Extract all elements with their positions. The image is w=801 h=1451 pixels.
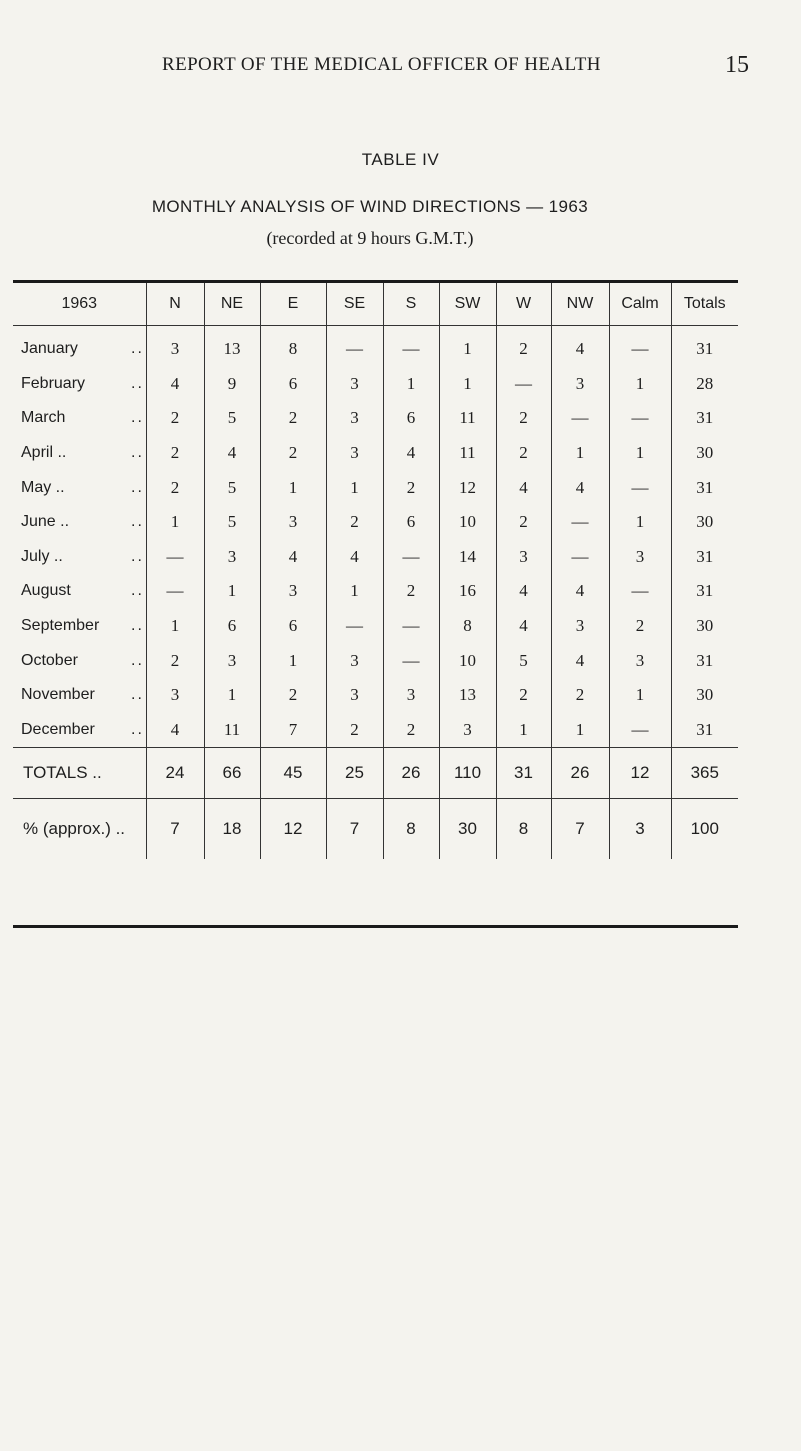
value-cell: —	[609, 470, 671, 505]
value-cell: 31	[671, 713, 738, 748]
table-row	[13, 540, 738, 575]
value-cell: 31	[671, 401, 738, 436]
value-cell: 2	[260, 401, 326, 436]
value-cell: 11	[204, 713, 260, 748]
totals-value-cell: 25	[326, 748, 383, 799]
month-label: November	[21, 686, 95, 704]
month-label: August	[21, 582, 71, 600]
column-header: NW	[551, 283, 609, 326]
value-cell: 4	[204, 436, 260, 471]
leader-dots: ..	[131, 444, 144, 462]
value-cell: 31	[671, 470, 738, 505]
value-cell: —	[609, 574, 671, 609]
totals-value-cell: 365	[671, 748, 738, 799]
table-body	[13, 326, 738, 748]
value-cell: 3	[146, 678, 204, 713]
value-cell: —	[383, 643, 439, 678]
percent-value-cell: 12	[260, 799, 326, 860]
totals-row	[13, 748, 738, 799]
value-cell: 2	[383, 574, 439, 609]
value-cell: 31	[671, 326, 738, 367]
column-header: Calm	[609, 283, 671, 326]
value-cell: 2	[260, 436, 326, 471]
value-cell: 14	[439, 540, 496, 575]
value-cell: 1	[609, 367, 671, 402]
column-header: Totals	[671, 283, 738, 326]
value-cell: 3	[551, 609, 609, 644]
table-row	[13, 678, 738, 713]
value-cell: 2	[326, 505, 383, 540]
value-cell: 5	[204, 401, 260, 436]
value-cell: 11	[439, 401, 496, 436]
percent-value-cell: 8	[383, 799, 439, 860]
totals-value-cell: 45	[260, 748, 326, 799]
totals-label: TOTALS ..	[13, 748, 146, 799]
leader-dots: ..	[131, 651, 144, 669]
value-cell: 30	[671, 436, 738, 471]
column-header: N	[146, 283, 204, 326]
value-cell: 1	[204, 678, 260, 713]
value-cell: 1	[326, 574, 383, 609]
value-cell: 1	[146, 609, 204, 644]
value-cell: 8	[260, 326, 326, 367]
value-cell: 9	[204, 367, 260, 402]
month-cell	[13, 574, 146, 609]
percent-value-cell: 7	[146, 799, 204, 860]
value-cell: 2	[146, 470, 204, 505]
value-cell: —	[383, 540, 439, 575]
value-cell: 3	[609, 643, 671, 678]
value-cell: 3	[204, 643, 260, 678]
value-cell: 4	[146, 367, 204, 402]
value-cell: 3	[383, 678, 439, 713]
month-label: July ..	[21, 547, 63, 565]
value-cell: 30	[671, 678, 738, 713]
header-row	[13, 283, 738, 326]
totals-value-cell: 24	[146, 748, 204, 799]
value-cell: —	[383, 609, 439, 644]
month-cell	[13, 401, 146, 436]
value-cell: 2	[383, 713, 439, 748]
value-cell: 4	[383, 436, 439, 471]
running-title: REPORT OF THE MEDICAL OFFICER OF HEALTH	[162, 54, 601, 75]
value-cell: 2	[260, 678, 326, 713]
percent-value-cell: 30	[439, 799, 496, 860]
value-cell: 4	[496, 609, 551, 644]
table-row	[13, 609, 738, 644]
value-cell: 16	[439, 574, 496, 609]
value-cell: 6	[383, 505, 439, 540]
column-header: S	[383, 283, 439, 326]
value-cell: —	[383, 326, 439, 367]
month-cell	[13, 367, 146, 402]
month-cell	[13, 540, 146, 575]
value-cell: 11	[439, 436, 496, 471]
leader-dots: ..	[131, 513, 144, 531]
value-cell: —	[326, 609, 383, 644]
month-cell	[13, 436, 146, 471]
value-cell: 4	[326, 540, 383, 575]
value-cell: 2	[496, 326, 551, 367]
value-cell: 2	[496, 401, 551, 436]
value-cell: 1	[146, 505, 204, 540]
value-cell: 12	[439, 470, 496, 505]
month-cell	[13, 643, 146, 678]
table-subtitle: (recorded at 9 hours G.M.T.)	[266, 228, 474, 248]
totals-value-cell: 26	[551, 748, 609, 799]
value-cell: 1	[326, 470, 383, 505]
value-cell: 2	[496, 505, 551, 540]
value-cell: 3	[260, 574, 326, 609]
value-cell: 3	[551, 367, 609, 402]
totals-value-cell: 26	[383, 748, 439, 799]
month-label: March	[21, 409, 66, 427]
month-label: January	[21, 340, 78, 358]
leader-dots: ..	[131, 340, 144, 358]
totals-value-cell: 31	[496, 748, 551, 799]
value-cell: 3	[326, 401, 383, 436]
value-cell: 31	[671, 574, 738, 609]
value-cell: 3	[326, 367, 383, 402]
value-cell: 3	[326, 436, 383, 471]
percent-value-cell: 8	[496, 799, 551, 860]
table-label: TABLE IV	[361, 150, 440, 169]
value-cell: 10	[439, 505, 496, 540]
value-cell: 6	[383, 401, 439, 436]
leader-dots: ..	[131, 409, 144, 427]
value-cell: 4	[260, 540, 326, 575]
value-cell: —	[146, 574, 204, 609]
month-label: May ..	[21, 478, 65, 496]
wind-direction-table	[13, 283, 738, 859]
value-cell: 1	[609, 678, 671, 713]
month-cell	[13, 678, 146, 713]
value-cell: 1	[439, 367, 496, 402]
value-cell: 1	[609, 505, 671, 540]
table-row	[13, 436, 738, 471]
value-cell: 2	[146, 401, 204, 436]
value-cell: 5	[496, 643, 551, 678]
column-header: 1963	[13, 283, 146, 326]
value-cell: 3	[146, 326, 204, 367]
value-cell: 4	[496, 574, 551, 609]
value-cell: 4	[146, 713, 204, 748]
percent-row	[13, 799, 738, 860]
percent-value-cell: 100	[671, 799, 738, 860]
month-label: October	[21, 651, 78, 669]
value-cell: 2	[496, 678, 551, 713]
value-cell: —	[496, 367, 551, 402]
value-cell: 28	[671, 367, 738, 402]
month-cell	[13, 505, 146, 540]
table-title: MONTHLY ANALYSIS OF WIND DIRECTIONS — 1963	[151, 197, 589, 216]
month-cell	[13, 609, 146, 644]
percent-value-cell: 7	[326, 799, 383, 860]
value-cell: 1	[609, 436, 671, 471]
value-cell: 1	[551, 713, 609, 748]
table-row	[13, 401, 738, 436]
table-row	[13, 713, 738, 748]
running-header	[0, 52, 801, 82]
table-row	[13, 505, 738, 540]
value-cell: 4	[551, 574, 609, 609]
value-cell: 2	[326, 713, 383, 748]
percent-value-cell: 3	[609, 799, 671, 860]
value-cell: 13	[439, 678, 496, 713]
value-cell: 3	[496, 540, 551, 575]
leader-dots: ..	[131, 617, 144, 635]
value-cell: 13	[204, 326, 260, 367]
value-cell: —	[326, 326, 383, 367]
month-cell	[13, 713, 146, 748]
value-cell: 2	[146, 643, 204, 678]
value-cell: 2	[551, 678, 609, 713]
page-number: 15	[725, 52, 749, 78]
value-cell: 30	[671, 505, 738, 540]
table-row	[13, 326, 738, 367]
value-cell: —	[551, 540, 609, 575]
value-cell: 2	[383, 470, 439, 505]
value-cell: 6	[204, 609, 260, 644]
value-cell: —	[609, 401, 671, 436]
value-cell: 4	[551, 643, 609, 678]
leader-dots: ..	[131, 547, 144, 565]
value-cell: 1	[496, 713, 551, 748]
month-label: September	[21, 617, 100, 635]
value-cell: 3	[439, 713, 496, 748]
value-cell: —	[609, 713, 671, 748]
table-row	[13, 643, 738, 678]
month-cell	[13, 470, 146, 505]
value-cell: 2	[609, 609, 671, 644]
value-cell: 5	[204, 470, 260, 505]
value-cell: 4	[496, 470, 551, 505]
leader-dots: ..	[131, 478, 144, 496]
value-cell: 6	[260, 609, 326, 644]
month-label: February	[21, 374, 86, 392]
percent-value-cell: 18	[204, 799, 260, 860]
value-cell: 2	[496, 436, 551, 471]
leader-dots: ..	[131, 374, 144, 392]
totals-value-cell: 110	[439, 748, 496, 799]
column-header: SE	[326, 283, 383, 326]
column-header: NE	[204, 283, 260, 326]
totals-value-cell: 66	[204, 748, 260, 799]
value-cell: 1	[260, 470, 326, 505]
value-cell: 4	[551, 470, 609, 505]
month-label: June ..	[21, 513, 70, 531]
column-header: W	[496, 283, 551, 326]
value-cell: 1	[260, 643, 326, 678]
value-cell: 6	[260, 367, 326, 402]
value-cell: 30	[671, 609, 738, 644]
value-cell: 3	[204, 540, 260, 575]
value-cell: 10	[439, 643, 496, 678]
value-cell: 3	[326, 678, 383, 713]
column-header: E	[260, 283, 326, 326]
totals-value-cell: 12	[609, 748, 671, 799]
value-cell: 31	[671, 540, 738, 575]
value-cell: 8	[439, 609, 496, 644]
value-cell: 2	[146, 436, 204, 471]
percent-label: % (approx.) ..	[13, 799, 146, 860]
table-row	[13, 470, 738, 505]
leader-dots: ..	[131, 686, 144, 704]
value-cell: 7	[260, 713, 326, 748]
table-bottom-rule	[13, 925, 738, 928]
value-cell: 3	[609, 540, 671, 575]
value-cell: 1	[439, 326, 496, 367]
table-row	[13, 367, 738, 402]
value-cell: 4	[551, 326, 609, 367]
month-label: April ..	[21, 444, 67, 462]
value-cell: 3	[326, 643, 383, 678]
leader-dots: ..	[131, 582, 144, 600]
value-cell: —	[146, 540, 204, 575]
percent-value-cell: 7	[551, 799, 609, 860]
value-cell: 31	[671, 643, 738, 678]
value-cell: —	[551, 401, 609, 436]
value-cell: 1	[204, 574, 260, 609]
value-cell: 3	[260, 505, 326, 540]
month-cell	[13, 326, 146, 367]
month-label: December	[21, 720, 95, 738]
value-cell: —	[551, 505, 609, 540]
value-cell: 5	[204, 505, 260, 540]
value-cell: —	[609, 326, 671, 367]
value-cell: 1	[383, 367, 439, 402]
column-header: SW	[439, 283, 496, 326]
table-row	[13, 574, 738, 609]
value-cell: 1	[551, 436, 609, 471]
leader-dots: ..	[131, 720, 144, 738]
